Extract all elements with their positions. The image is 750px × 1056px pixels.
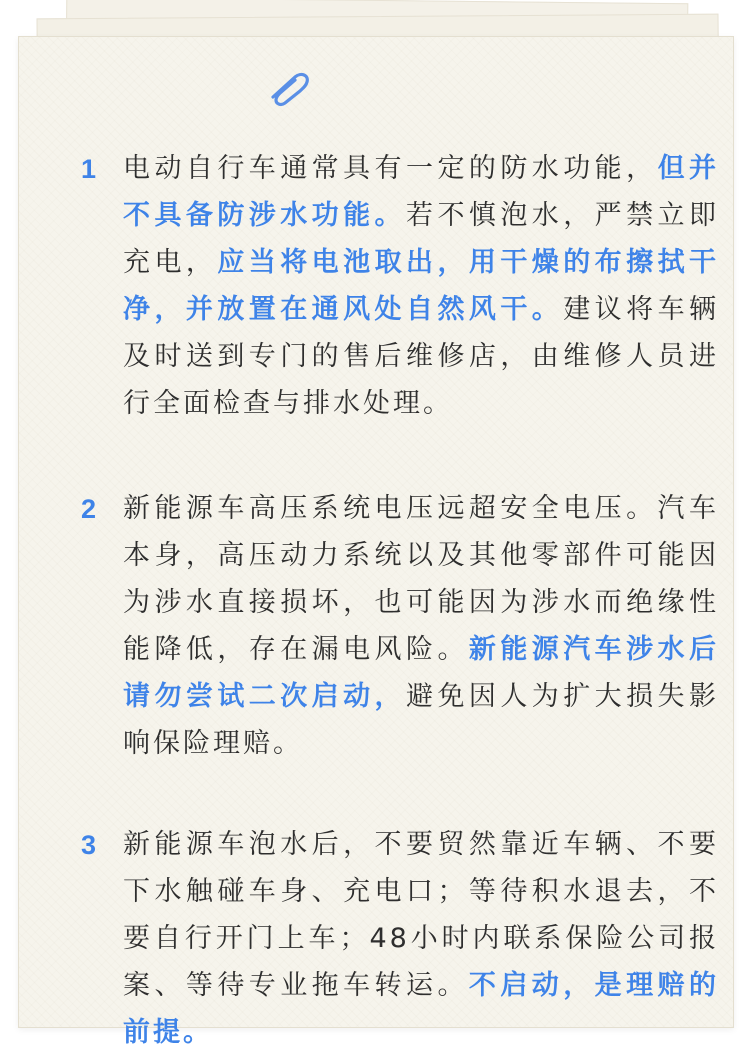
note-paper — [18, 36, 734, 1048]
text-segment: 新能源车泡水后，不要贸然靠近车辆、不要下水触碰车身、充电口；等待积水退去，不要自行开门上车；48小时内联系保险公司报案、等待专业拖车转运。 — [123, 829, 719, 1001]
highlight-text: 应当将电池取出，用干燥的布擦拭干净，并放置在通风处自然风干。 — [123, 247, 720, 325]
text-segment: 建议将车辆及时送到专门的售后维修店，由维修人员进行全面检查与排水处理。 — [123, 294, 720, 419]
text-segment: 避免因人为扩大损失影响保险理赔。 — [123, 681, 719, 759]
item-number: 2 — [81, 494, 97, 524]
text-segment: 电动自行车通常具有一定的防水功能， — [123, 153, 658, 184]
highlight-text: 但并不具备防涉水功能。 — [123, 153, 720, 231]
item-text — [123, 485, 719, 767]
item-number: 1 — [81, 154, 97, 184]
item-text — [123, 145, 719, 427]
highlight-text: 不启动，是理赔的前提。 — [123, 970, 720, 1048]
paperclip-icon — [265, 67, 315, 109]
text-segment: 若不慎泡水，严禁立即充电， — [123, 200, 719, 278]
item-text — [123, 821, 719, 1056]
item-number: 3 — [81, 830, 97, 860]
text-segment: 新能源车高压系统电压远超安全电压。汽车本身，高压动力系统以及其他零部件可能因为涉水直接损坏，也可能因为涉水而绝缘性能降低，存在漏电风险。 — [123, 493, 719, 665]
highlight-text: 新能源汽车涉水后请勿尝试二次启动， — [123, 634, 720, 712]
